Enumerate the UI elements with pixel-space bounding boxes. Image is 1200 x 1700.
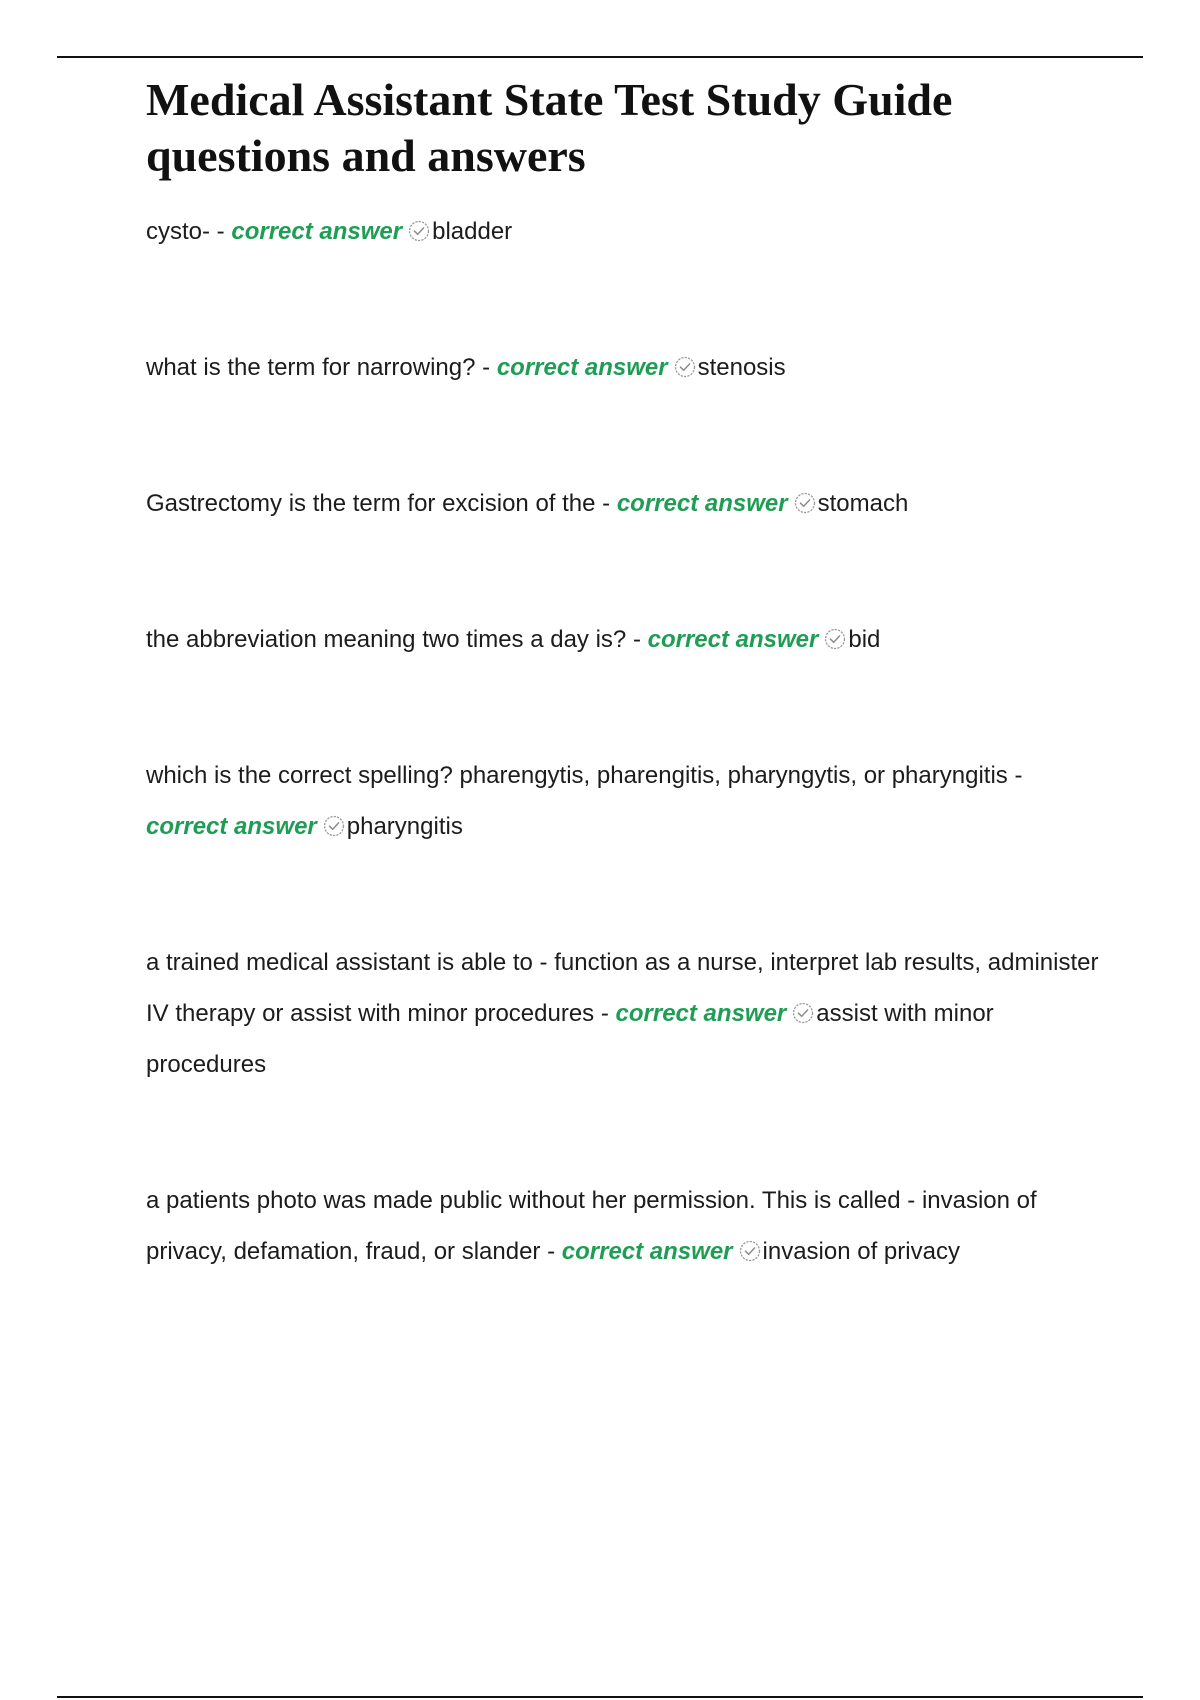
correct-answer-label: correct answer — [231, 218, 403, 245]
answer-text: bladder — [432, 218, 513, 245]
verified-check-icon — [824, 628, 846, 650]
verified-check-icon — [323, 815, 345, 837]
answer-text: invasion of privacy — [762, 1238, 960, 1265]
verified-check-icon — [792, 1002, 814, 1024]
correct-answer-label: correct answer — [561, 1238, 733, 1265]
question-text: cysto- - — [146, 218, 225, 245]
question-text: a patients photo was made public without her permission. This is called - invasion of privacy, defamation, fraud, or slander - — [146, 1187, 1037, 1265]
answer-text: assist with minor procedures — [146, 1000, 994, 1078]
question-text: a trained medical assistant is able to - function as a nurse, interpret lab results, administer IV therapy or assist with minor procedures - — [146, 949, 1099, 1027]
qa-item — [146, 342, 1106, 393]
correct-answer-label: correct answer — [496, 354, 668, 381]
qa-item — [146, 478, 1106, 529]
page-title: Medical Assistant State Test Study Guide questions and answers — [146, 74, 953, 181]
verified-check-icon — [739, 1240, 761, 1262]
qa-item — [146, 937, 1106, 1090]
qa-item — [146, 750, 1106, 852]
qa-item — [146, 614, 1106, 665]
verified-check-icon — [674, 356, 696, 378]
qa-item — [146, 1175, 1106, 1277]
correct-answer-label: correct answer — [615, 1000, 787, 1027]
verified-check-icon — [408, 220, 430, 242]
top-rule — [57, 56, 1143, 58]
correct-answer-label: correct answer — [146, 813, 317, 840]
correct-answer-label: correct answer — [647, 626, 819, 653]
verified-check-icon — [794, 492, 816, 514]
qa-item — [146, 206, 1106, 257]
correct-answer-label: correct answer — [616, 490, 788, 517]
document-body — [146, 72, 1106, 1277]
bottom-rule — [57, 1696, 1143, 1698]
answer-text: bid — [848, 626, 881, 653]
question-text: Gastrectomy is the term for excision of the - — [146, 490, 611, 517]
answer-text: pharyngitis — [346, 813, 463, 840]
question-text: what is the term for narrowing? - — [146, 354, 491, 381]
answer-text: stomach — [817, 490, 909, 517]
question-text: which is the correct spelling? pharengytis, pharengitis, pharyngytis, or pharyngitis - — [146, 762, 1023, 789]
answer-text: stenosis — [697, 354, 786, 381]
question-text: the abbreviation meaning two times a day is? - — [146, 626, 641, 653]
